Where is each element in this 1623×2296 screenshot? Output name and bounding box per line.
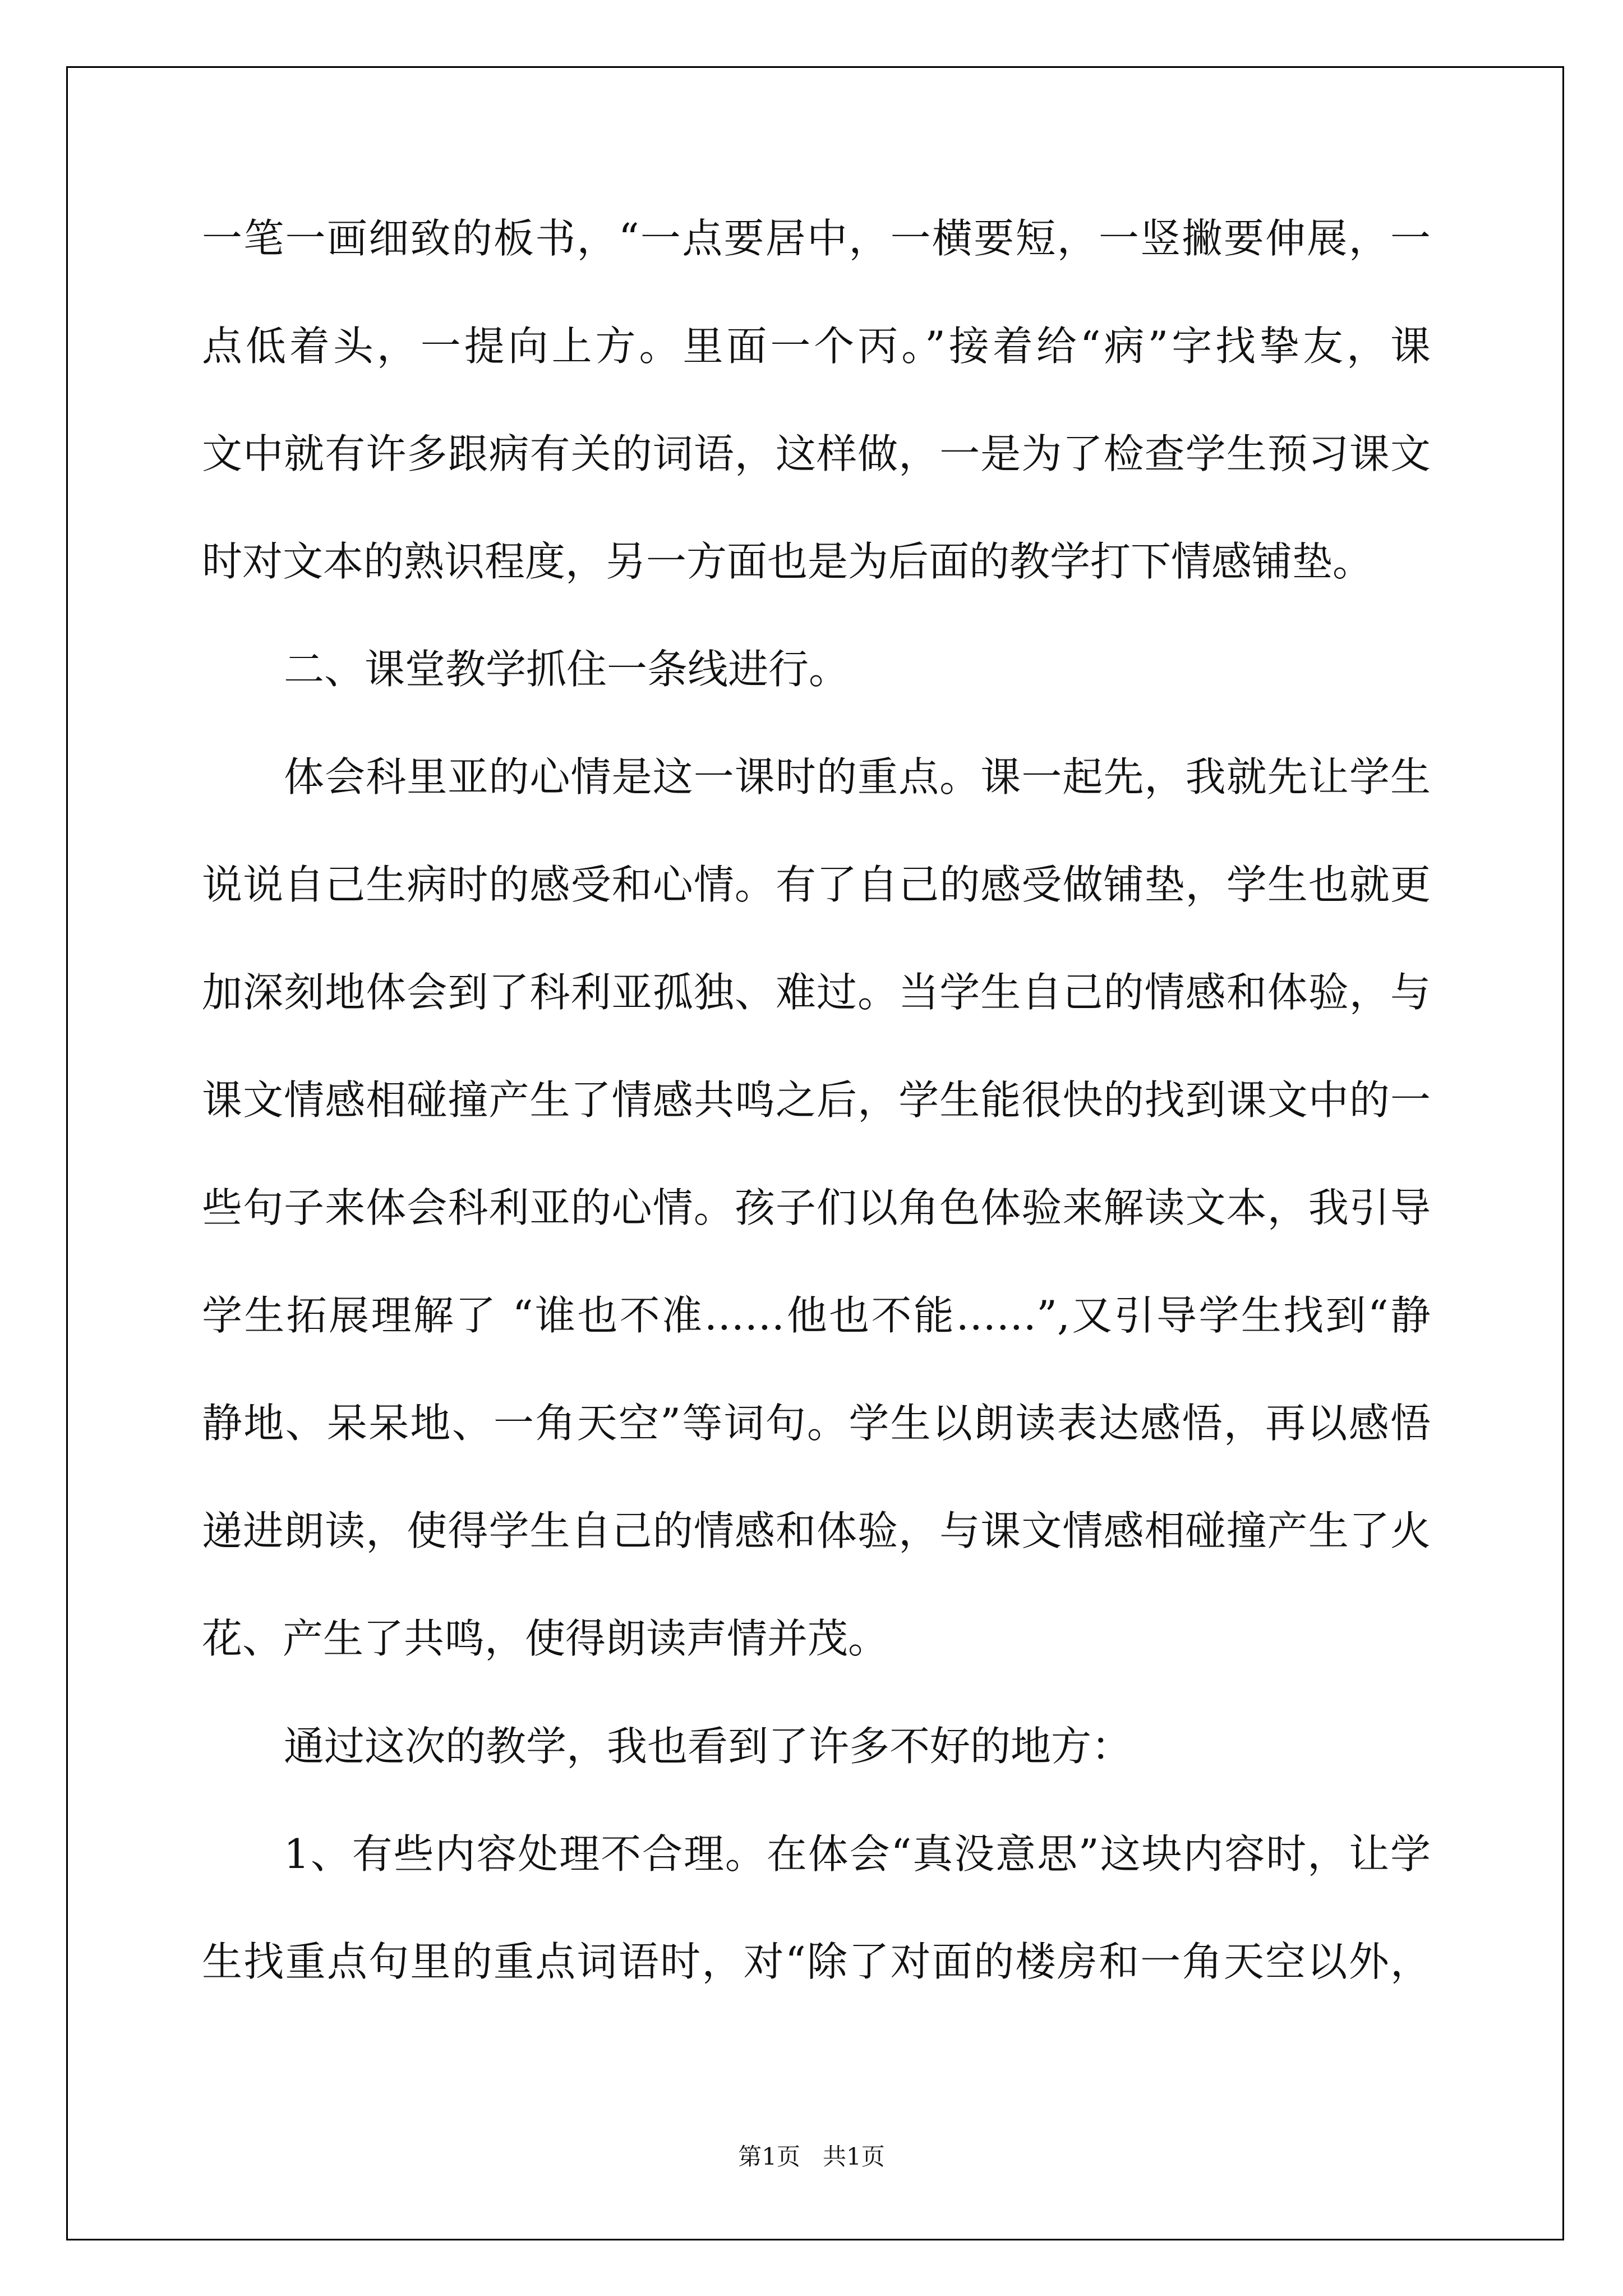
text-line: 递进朗读，使得学生自己的情感和体验，与课文情感相碰撞产生了火 bbox=[202, 1507, 1431, 1554]
text-line: 体会科里亚的心情是这一课时的重点。课一起先，我就先让学生 bbox=[284, 753, 1431, 800]
page-number: 第1页 bbox=[738, 2143, 800, 2170]
text-line: 加深刻地体会到了科利亚孤独、难过。当学生自己的情感和体验，与 bbox=[202, 969, 1431, 1016]
text-line: 二、课堂教学抓住一条线进行。 bbox=[284, 646, 850, 693]
text-line: 点低着头，一提向上方。里面一个丙。”接着给“病”字找挚友，课 bbox=[202, 323, 1431, 370]
text-line: 生找重点句里的重点词语时，对“除了对面的楼房和一角天空以外， bbox=[202, 1938, 1431, 1985]
text-line: 一笔一画细致的板书，“一点要居中，一横要短，一竖撇要伸展，一 bbox=[202, 215, 1431, 262]
paragraph bbox=[202, 1692, 1431, 1800]
paragraph bbox=[202, 1800, 1431, 2016]
text-line: 通过这次的教学，我也看到了许多不好的地方： bbox=[284, 1723, 1132, 1770]
text-line: 学生拓展理解了 “谁也不准……他也不能……”,又引导学生找到“静 bbox=[202, 1292, 1431, 1339]
paragraph bbox=[202, 185, 1431, 615]
text-line: 说说自己生病时的感受和心情。有了自己的感受做铺垫，学生也就更 bbox=[202, 861, 1431, 908]
document-body bbox=[202, 185, 1431, 2016]
text-line: 课文情感相碰撞产生了情感共鸣之后，学生能很快的找到课文中的一 bbox=[202, 1076, 1431, 1124]
text-line: 1、有些内容处理不合理。在体会“真没意思”这块内容时，让学 bbox=[284, 1830, 1431, 1878]
section-heading bbox=[202, 615, 1431, 723]
text-line: 花、产生了共鸣，使得朗读声情并茂。 bbox=[202, 1615, 889, 1662]
paragraph bbox=[202, 723, 1431, 1692]
page-footer bbox=[0, 2140, 1623, 2174]
text-line: 时对文本的熟识程度，另一方面也是为后面的教学打下情感铺垫。 bbox=[202, 538, 1373, 585]
text-line: 些句子来体会科利亚的心情。孩子们以角色体验来解读文本，我引导 bbox=[202, 1184, 1431, 1231]
page-total: 共1页 bbox=[823, 2143, 885, 2170]
text-line: 静地、呆呆地、一角天空”等词句。学生以朗读表达感悟，再以感悟 bbox=[202, 1400, 1431, 1447]
text-line: 文中就有许多跟病有关的词语，这样做，一是为了检查学生预习课文 bbox=[202, 430, 1431, 477]
